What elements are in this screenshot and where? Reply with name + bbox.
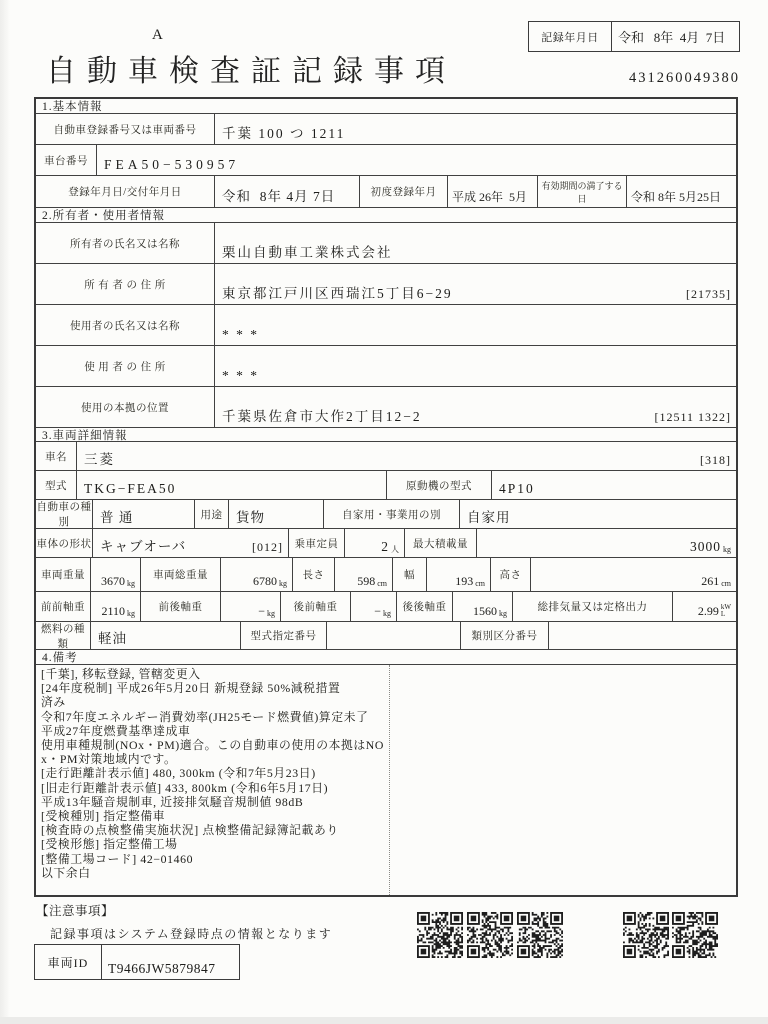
qr-code-3 <box>517 912 563 958</box>
registration-date-value: 令和 8年 4月 7日 <box>214 176 359 207</box>
row-owner-address <box>36 263 736 304</box>
model-label: 型式 <box>45 480 67 492</box>
axle-rear-front-value <box>350 592 396 621</box>
remark-line: 平成27年度燃費基準達成車 <box>41 723 191 738</box>
height-value <box>530 558 736 591</box>
record-date-label: 記録年月日 <box>529 22 612 51</box>
vehicle-weight-number: 3670 <box>101 574 125 588</box>
height-label: 高さ <box>490 558 530 591</box>
gross-weight-value <box>220 558 292 591</box>
height-unit: cm <box>721 579 731 588</box>
vehicle-id-value: T9466JW5879847 <box>108 961 216 976</box>
row-registration-dates <box>36 175 736 207</box>
remark-line: [受検種別] 指定整備車 <box>41 809 166 824</box>
height-number: 261 <box>701 574 720 588</box>
base-location-code: [12511 1322] <box>654 410 731 424</box>
first-registration-label: 初度登録年月 <box>359 176 447 207</box>
page-mark: A <box>152 27 164 43</box>
user-address-label: 使 用 者 の 住 所 <box>84 361 166 373</box>
fuel-type-label: 燃料の種類 <box>41 623 85 650</box>
vehicle-weight-value <box>90 558 140 591</box>
section-heading-vehicle-detail: 3.車両詳細情報 <box>36 427 736 441</box>
displacement-unit-bottom: L <box>720 610 726 618</box>
axle-rear-rear-label: 後後軸重 <box>396 592 452 621</box>
engine-model-value: 4P10 <box>491 471 736 499</box>
type-designation-value <box>326 622 460 649</box>
axle-rear-front-unit: kg <box>383 609 391 618</box>
row-model <box>36 470 736 499</box>
car-name-label: 車名 <box>45 451 67 463</box>
row-base-location <box>36 386 736 427</box>
row-body-shape <box>36 528 736 557</box>
max-payload-number: 3000 <box>690 539 721 554</box>
width-unit: cm <box>475 579 485 588</box>
car-name-value <box>76 442 736 470</box>
scan-edge-bottom <box>0 1017 768 1024</box>
displacement-number: 2.99 <box>697 604 719 618</box>
axle-front-rear-value <box>220 592 280 621</box>
axle-front-rear-label: 前後軸重 <box>140 592 220 621</box>
width-value <box>426 558 490 591</box>
qr-code-5 <box>672 912 718 958</box>
remark-line: [整備工場コード] 42−01460 <box>41 851 194 866</box>
qr-code-2 <box>467 912 513 958</box>
user-name-value: * * * <box>214 305 736 345</box>
displacement-unit-top: kW <box>720 603 731 611</box>
remark-line: 令和7年度エネルギー消費効率(JH25モード燃費値)算定未了 <box>41 709 369 724</box>
axle-front-front-unit: kg <box>127 609 135 618</box>
length-value <box>334 558 392 591</box>
owner-address-text: 東京都江戸川区西瑞江5丁目6−29 <box>222 286 453 301</box>
row-user-address <box>36 345 736 386</box>
axle-rear-rear-unit: kg <box>499 609 507 618</box>
length-label: 長さ <box>292 558 334 591</box>
section-heading-basic-info: 1.基本情報 <box>42 101 103 113</box>
notice-heading: 【注意事項】 <box>36 904 115 918</box>
remark-line: 済み <box>41 695 66 710</box>
axle-front-rear-unit: kg <box>267 609 275 618</box>
gross-weight-label: 車両総重量 <box>140 558 220 591</box>
seating-capacity-label: 乗車定員 <box>288 529 344 557</box>
remark-line: [旧走行距離計表示値] 433, 800km (令和6年5月17日) <box>41 780 329 795</box>
owner-address-value <box>214 264 736 304</box>
user-address-value: * * * <box>214 346 736 386</box>
base-location-value <box>214 387 736 427</box>
row-vehicle-kind <box>36 499 736 528</box>
vehicle-kind-value: 普 通 <box>92 500 194 528</box>
axle-rear-rear-number: 1560 <box>473 604 497 618</box>
width-number: 193 <box>455 574 474 588</box>
remark-line: 以下余白 <box>41 865 91 880</box>
remarks-text <box>36 665 389 895</box>
row-axle-weights <box>36 591 736 621</box>
expiry-date-label: 有効期間の満了する日 <box>537 176 626 207</box>
registration-number-value: 千葉 100 つ 1211 <box>214 114 736 144</box>
body-shape-code: [012] <box>252 540 283 554</box>
gross-weight-number: 6780 <box>253 574 277 588</box>
expiry-date-value: 令和 8年 5月25日 <box>626 176 736 207</box>
base-location-text: 千葉県佐倉市大作2丁目12−2 <box>222 409 422 424</box>
width-label: 幅 <box>392 558 426 591</box>
row-registration-number <box>36 113 736 144</box>
private-business-label: 自家用・事業用の別 <box>323 500 459 528</box>
remark-line: [検査時の点検整備実施状況] 点検整備記録簿記載あり <box>41 823 339 838</box>
seating-capacity-number: 2 <box>381 539 389 554</box>
seating-capacity-unit: 人 <box>391 545 399 554</box>
displacement-unit <box>719 604 731 619</box>
class-number-label: 類別区分番号 <box>460 622 548 649</box>
axle-rear-front-number: − <box>374 604 381 618</box>
owner-address-code: [21735] <box>686 287 731 301</box>
displacement-output-label: 総排気量又は定格出力 <box>512 592 672 621</box>
displacement-output-value <box>672 592 736 621</box>
axle-front-front-number: 2110 <box>101 604 125 618</box>
document-title: 自動車検査証記録事項 <box>46 55 456 88</box>
remark-line: [千葉], 移転登録, 管轄変更入 <box>41 667 201 681</box>
notice-text: 記録事項はシステム登録時点の情報となります <box>50 927 333 941</box>
engine-model-label: 原動機の型式 <box>386 471 491 499</box>
scan-edge-left <box>0 0 10 1024</box>
row-user-name <box>36 304 736 345</box>
gross-weight-unit: kg <box>279 579 287 588</box>
axle-front-front-label: 前前軸重 <box>41 602 85 613</box>
first-registration-value: 平成 26年 5月 <box>447 176 537 207</box>
section-heading-remarks: 4.備考 <box>36 649 736 664</box>
chassis-number-value: FEA50−530957 <box>96 145 736 175</box>
base-location-label: 使用の本拠の位置 <box>81 402 169 414</box>
max-payload-unit: kg <box>723 545 731 554</box>
registration-date-label: 登録年月日/交付年月日 <box>68 187 182 198</box>
model-value: TKG−FEA50 <box>76 471 386 499</box>
row-owner-name <box>36 222 736 263</box>
remark-line: [受検形態] 指定整備工場 <box>41 837 178 852</box>
use-label: 用途 <box>194 500 228 528</box>
axle-rear-rear-value <box>452 592 512 621</box>
class-number-value <box>548 622 736 649</box>
axle-front-rear-number: − <box>258 604 265 618</box>
registration-number-label: 自動車登録番号又は車両番号 <box>53 124 197 136</box>
owner-name-label: 所有者の氏名又は名称 <box>70 238 180 250</box>
row-car-name <box>36 441 736 470</box>
body-shape-text: キャブオーバ <box>100 539 187 554</box>
section-heading-owner-user: 2.所有者・使用者情報 <box>36 207 736 222</box>
qr-code-1 <box>417 912 463 958</box>
row-weights-dimensions <box>36 557 736 591</box>
document-number: 431260049380 <box>629 70 740 86</box>
remark-line: [走行距離計表示値] 480, 300km (令和7年5月23日) <box>41 766 316 781</box>
user-name-label: 使用者の氏名又は名称 <box>70 320 180 332</box>
remark-line: [24年度税制] 平成26年5月20日 新規登録 50%減税措置 <box>41 681 341 696</box>
fuel-type-value: 軽油 <box>90 622 240 649</box>
row-fuel-type <box>36 621 736 649</box>
length-number: 598 <box>357 574 376 588</box>
axle-rear-front-label: 後前軸重 <box>280 592 350 621</box>
use-value: 貨物 <box>228 500 323 528</box>
max-payload-label: 最大積載量 <box>404 529 476 557</box>
car-name-text: 三菱 <box>84 452 115 467</box>
max-payload-value <box>476 529 736 557</box>
record-date-value: 令和 8年 4月 7日 <box>618 30 726 45</box>
record-date-box <box>528 21 740 52</box>
owner-name-value: 栗山自動車工業株式会社 <box>214 223 736 263</box>
owner-address-label: 所 有 者 の 住 所 <box>84 279 166 291</box>
axle-front-front-value <box>90 592 140 621</box>
length-unit: cm <box>377 579 387 588</box>
vehicle-weight-unit: kg <box>127 579 135 588</box>
vehicle-id-box <box>34 944 240 980</box>
car-name-code: [318] <box>700 453 731 467</box>
remark-line: 平成13年騒音規制車, 近接排気騒音規制値 98dB <box>41 794 304 809</box>
vehicle-weight-label: 車両重量 <box>41 570 85 581</box>
remarks-box <box>36 664 736 895</box>
body-shape-value <box>92 529 288 557</box>
type-designation-label: 型式指定番号 <box>240 622 326 649</box>
vehicle-id-label: 車両ID <box>35 945 102 979</box>
body-shape-label: 車体の形状 <box>36 538 92 550</box>
remark-line: x・PM対策地域内です。 <box>41 752 177 767</box>
remark-line: 使用車種規制(NOx・PM)適合。この自動車の使用の本拠はNO <box>41 738 385 753</box>
row-chassis-number <box>36 144 736 175</box>
main-table <box>34 97 738 897</box>
qr-code-4 <box>623 912 669 958</box>
remarks-column-divider <box>389 665 390 895</box>
seating-capacity-value <box>344 529 404 557</box>
vehicle-kind-label: 自動車の種別 <box>36 502 92 528</box>
chassis-number-label: 車台番号 <box>44 155 88 167</box>
private-business-value: 自家用 <box>459 500 736 528</box>
